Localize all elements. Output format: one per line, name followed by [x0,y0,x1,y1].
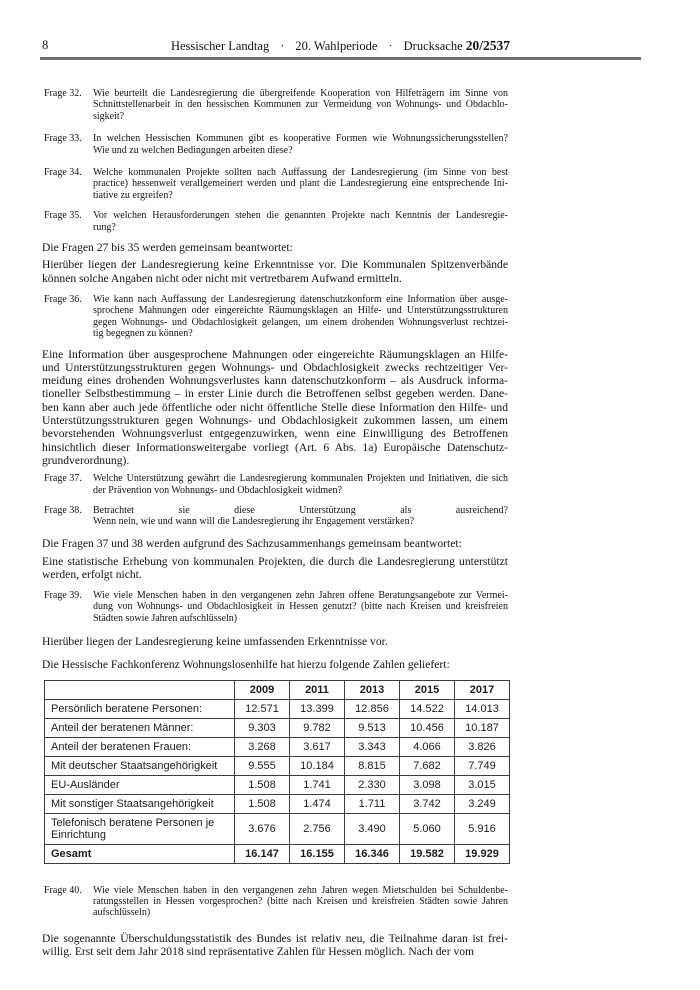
table-year-header: 2011 [290,680,345,699]
question-label: Frage 34. [44,167,82,179]
answer-37-38-intro: Die Fragen 37 und 38 werden aufgrund des Sachzusammenhangs gemeinsam beantwortet: [42,536,462,550]
table-year-header: 2009 [235,680,290,699]
table-year-header: 2013 [345,680,400,699]
question-label: Frage 33. [44,133,82,145]
cell-value: 3.015 [455,775,510,794]
cell-value: 16.155 [290,844,345,863]
table-row [45,737,510,756]
table-year-header: 2015 [400,680,455,699]
question-33 [42,133,508,156]
question-text: In welchen Hessischen Kommunen gibt es kooperative Formen wie Wohnungssicherungsstellen? Wie und zu welchen Bedingungen arbeiten diese? [93,133,508,156]
header-rule [40,57,641,60]
question-text: Betrachtet sie diese Unterstützung als ausreichend? Wenn nein, wie und wann will die Landesregierung ihr Engagement verstärken? [93,505,508,528]
question-32 [42,88,508,122]
question-34 [42,167,508,201]
statistics-table [44,680,510,864]
header-doc-number: 20/2537 [465,38,511,53]
cell-value: 8.815 [345,756,400,775]
question-label: Frage 35. [44,210,82,222]
cell-value: 1.474 [290,794,345,813]
question-text: Wie viele Menschen haben in den vergangenen zehn Jahren wegen Mietschulden bei Schuldenbe- ratungsstellen in Hessen vorgesprochen? (bitte nach Kreisen und kreisfreien Städten sowie Jahren aufschlüsseln) [93,884,508,919]
cell-value: 3.098 [400,775,455,794]
cell-value: 3.490 [345,813,400,844]
table-corner-cell [45,680,235,699]
cell-value: 3.617 [290,737,345,756]
row-label: Persönlich beratene Personen: [45,699,235,718]
cell-value: 14.013 [455,699,510,718]
question-35 [42,210,508,233]
answer-37-38-body: Eine statistische Erhebung von kommunalen Projekten, die durch die Landesregierung unterstützt werden, erfolgt nicht. [42,555,508,582]
cell-value: 7.749 [455,756,510,775]
page-number: 8 [42,38,49,52]
cell-value: 3.826 [455,737,510,756]
cell-value: 3.268 [235,737,290,756]
row-label: Anteil der beratenen Männer: [45,718,235,737]
cell-value: 9.782 [290,718,345,737]
cell-value: 1.508 [235,794,290,813]
table-row [45,794,510,813]
cell-value: 12.571 [235,699,290,718]
cell-value: 12.856 [345,699,400,718]
answer-27-35-intro: Die Fragen 27 bis 35 werden gemeinsam beantwortet: [42,241,293,255]
cell-value: 3.742 [400,794,455,813]
table-row [45,775,510,794]
header-separator: · [280,39,285,53]
cell-value: 4.066 [400,737,455,756]
cell-value: 7.682 [400,756,455,775]
question-label: Frage 32. [44,88,82,99]
header-period: 20. Wahlperiode [295,39,378,53]
row-label: Anteil der beratenen Frauen: [45,737,235,756]
cell-value: 1.508 [235,775,290,794]
row-label: EU-Ausländer [45,775,235,794]
header-title [40,38,641,54]
cell-value: 16.346 [345,844,400,863]
page-header [40,38,641,60]
question-label: Frage 39. [44,589,82,601]
question-39 [42,590,508,624]
cell-value: 1.741 [290,775,345,794]
row-label: Gesamt [45,844,235,863]
question-text: Wie kann nach Auffassung der Landesregierung datenschutzkonform eine Information über ausge- sprochene Mahnungen oder eingereichte Räumungsklagen an Hilfe- und Unterstützungsstrukturen gegen Wohnungs- und Obdachlosigkeit gelangen, um einem drohenden Wohnungsverlust rechtzei- tig begegnen zu können? [93,293,508,340]
header-publisher: Hessischer Landtag [170,39,270,53]
table-row [45,813,510,844]
table-row [45,756,510,775]
cell-value: 9.513 [345,718,400,737]
row-label: Mit sonstiger Staatsangehörigkeit [45,794,235,813]
question-text: Wie viele Menschen haben in den vergangenen zehn Jahren offene Beratungsangebote zur Vermei- dung von Wohnungs- und Obdachlosigkeit in Hessen genutzt? (bitte nach Kreisen und kreisfreien Städten sowie Jahren aufschlüsseln) [93,589,508,624]
question-36 [42,294,508,340]
cell-value: 10.187 [455,718,510,737]
answer-39-body: Hierüber liegen der Landesregierung keine umfassenden Erkenntnisse vor. [42,634,388,648]
cell-value: 5.916 [455,813,510,844]
cell-value: 9.555 [235,756,290,775]
table-row [45,844,510,863]
row-label: Telefonisch beratene Personen je Einrichtung [45,813,235,844]
question-text: Wie beurteilt die Landesregierung die übergreifende Kooperation von Hilfeträgern im Sinne von Schnittstellenarbeit in den hessischen Kommunen zur Vermeidung von Wohnungs- und Obdachlo- sigkeit? [93,88,508,122]
question-38 [42,505,508,528]
cell-value: 19.582 [400,844,455,863]
table-header-row [45,680,510,699]
question-37 [42,473,508,496]
question-40 [42,885,508,919]
header-doc-label: Drucksache [403,39,463,53]
question-label: Frage 38. [44,505,82,517]
cell-value: 3.676 [235,813,290,844]
answer-36-body: Eine Information über ausgesprochene Mahnungen oder eingereichte Räumungsklagen an Hilfe- und Unterstützungsstrukturen gegen Wohnungs- und Obdachlosigkeit zwecks rechtzeitiger Ver- meidung eines drohenden Wohnungsverlustes kann datenschutzkonform – als Ausdruck informa- tioneller Selbstbestimmung – in erster Linie durch die Betroffenen selbst gegeben werden. Dane- ben kann aber auch jede öffentliche oder nicht öffentliche Stelle diese Information den Hilfe- und Unterstützungsstrukturen gegen Wohnungs- und Obdachlosigkeit zukommen lassen, um einem bevorstehenden Wohnungsverlust entgegenzuwirken, wenn eine Einwilligung des Betroffenen hinsichtlich dieser Informationsweitergabe vorliegt (Art. 6 Abs. 1a) Europäische Datenschutz- grundverordnung). [42,347,508,467]
cell-value: 10.456 [400,718,455,737]
question-label: Frage 37. [44,473,82,485]
question-label: Frage 40. [44,884,82,896]
cell-value: 2.756 [290,813,345,844]
table-row [45,699,510,718]
cell-value: 16.147 [235,844,290,863]
question-label: Frage 36. [44,293,82,305]
cell-value: 19.929 [455,844,510,863]
question-text: Welche kommunalen Projekte sollten nach Auffassung der Landesregierung (im Sinne von best practice) hessenweit verallgemeinert werden und plant die Landesregierung eine entsprechende Ini- tiative zu ergreifen? [93,167,508,201]
table-intro: Die Hessische Fachkonferenz Wohnungslosenhilfe hat hierzu folgende Zahlen geliefert: [42,658,450,672]
cell-value: 9.303 [235,718,290,737]
cell-value: 10.184 [290,756,345,775]
header-separator: · [388,39,393,53]
cell-value: 13.399 [290,699,345,718]
document-body [42,88,508,958]
cell-value: 14.522 [400,699,455,718]
cell-value: 5.060 [400,813,455,844]
row-label: Mit deutscher Staatsangehörigkeit [45,756,235,775]
answer-40-body: Die sogenannte Überschuldungsstatistik des Bundes ist relativ neu, die Teilnahme daran ist frei- willig. Erst seit dem Jahr 2018 sind repräsentative Zahlen für Hessen möglich. Nach der vom [42,931,508,959]
cell-value: 3.249 [455,794,510,813]
question-text: Vor welchen Herausforderungen stehen die genannten Projekte nach Kenntnis der Landesregie- rung? [93,210,508,233]
table-year-header: 2017 [455,680,510,699]
table-row [45,718,510,737]
cell-value: 1.711 [345,794,400,813]
cell-value: 3.343 [345,737,400,756]
answer-27-35-body: Hierüber liegen der Landesregierung keine Erkenntnisse vor. Die Kommunalen Spitzenverbände können solche Angaben nicht oder nicht mit vertretbarem Aufwand ermitteln. [42,258,508,285]
question-text: Welche Unterstützung gewährt die Landesregierung kommunalen Projekten und Initiativen, die sich der Prävention von Wohnungs- und Obdachlosigkeit widmen? [93,473,508,496]
cell-value: 2.330 [345,775,400,794]
